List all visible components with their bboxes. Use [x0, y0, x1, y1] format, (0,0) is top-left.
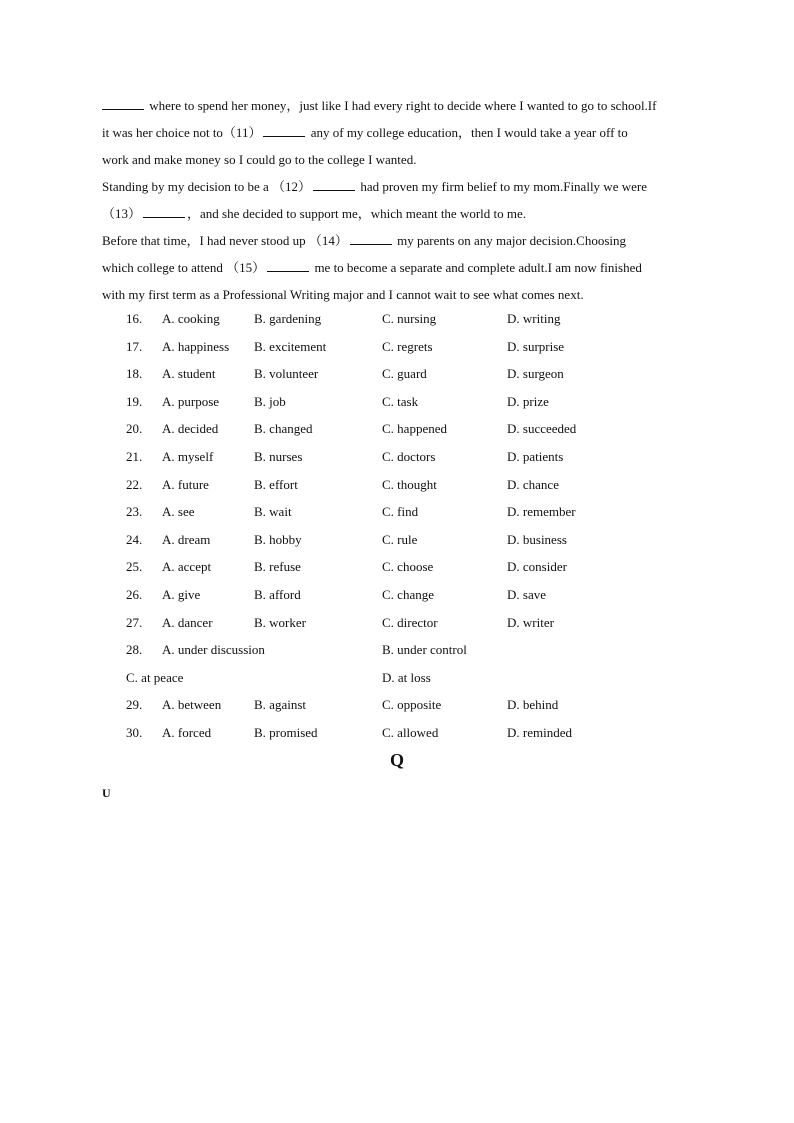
section-marker-u: U [102, 786, 111, 800]
question-row-21 [102, 443, 702, 471]
section-marker-q: Q [389, 750, 404, 770]
option-b: B. effort [254, 476, 298, 492]
option-c: C. thought [382, 476, 437, 492]
option-b: B. against [254, 697, 306, 713]
option-a: A. purpose [162, 393, 220, 409]
option-b: B. gardening [254, 311, 322, 326]
option-a: A. cooking [162, 311, 220, 326]
option-d: D. writing [507, 311, 561, 326]
option-d: D. writer [507, 614, 554, 630]
passage-text: it was her choice not to（11） [102, 125, 262, 140]
option-d: D. surgeon [507, 366, 564, 382]
option-a: A. myself [162, 448, 214, 464]
option-c: C. allowed [382, 724, 439, 740]
passage-line-4 [102, 173, 702, 200]
option-c: C. doctors [382, 448, 436, 464]
option-d: D. succeeded [507, 421, 577, 437]
option-d: D. at loss [382, 669, 431, 685]
option-b: B. promised [254, 724, 318, 740]
option-a: A. decided [162, 421, 219, 437]
question-row-26 [102, 581, 702, 609]
option-d: D. save [507, 586, 546, 602]
passage-text: ，and she decided to support me，which meant the world to me. [187, 206, 527, 221]
option-b: B. refuse [254, 559, 301, 575]
option-c: C. opposite [382, 697, 442, 713]
question-number: 18. [126, 366, 143, 382]
passage-text: where to spend her money，just like I had every right to decide where I wanted to go to school.If [146, 98, 657, 113]
option-c: C. regrets [382, 338, 433, 354]
passage-text: （13） [102, 206, 142, 221]
passage-line-3: work and make money so I could go to the college I wanted. [102, 152, 417, 167]
option-b: B. wait [254, 504, 292, 520]
question-number: 17. [126, 338, 143, 354]
option-c: C. happened [382, 421, 447, 437]
option-b: B. volunteer [254, 366, 319, 382]
question-number: 19. [126, 393, 143, 409]
option-a: A. accept [162, 559, 212, 575]
option-d: D. behind [507, 697, 559, 713]
option-a: A. dream [162, 531, 211, 547]
passage-text: me to become a separate and complete adult.I am now finished [311, 260, 642, 275]
option-c: C. find [382, 504, 419, 520]
option-d: D. chance [507, 476, 559, 492]
question-number: 23. [126, 504, 143, 520]
blank-13 [143, 205, 185, 218]
option-c: C. choose [382, 559, 434, 575]
question-row-16 [102, 305, 702, 333]
option-a: A. future [162, 476, 209, 492]
blank-10 [102, 97, 144, 110]
passage-text: had proven my firm belief to my mom.Finally we were [357, 179, 647, 194]
question-number: 29. [126, 697, 143, 713]
question-row-22 [102, 471, 702, 499]
option-d: D. business [507, 531, 567, 547]
option-b: B. hobby [254, 531, 302, 547]
option-a: A. happiness [162, 338, 230, 354]
question-row-27 [102, 609, 702, 637]
option-c: C. task [382, 393, 419, 409]
option-a: A. between [162, 697, 222, 713]
passage-line-7 [102, 254, 702, 281]
passage-text: which college to attend （15） [102, 260, 266, 275]
question-number: 21. [126, 448, 143, 464]
question-row-25 [102, 553, 702, 581]
question-row-18 [102, 360, 702, 388]
question-number: 20. [126, 421, 143, 437]
option-d: D. surprise [507, 338, 565, 354]
question-number: 27. [126, 614, 143, 630]
option-a: A. give [162, 586, 201, 602]
passage-text: Before that time，I had never stood up （14） [102, 233, 348, 248]
question-row-20 [102, 415, 702, 443]
passage-text: Standing by my decision to be a （12） [102, 179, 312, 194]
option-c: C. change [382, 586, 434, 602]
question-row-28 [102, 636, 702, 664]
question-number: 25. [126, 559, 143, 575]
question-number: 22. [126, 476, 143, 492]
option-b: B. changed [254, 421, 313, 437]
option-b: B. worker [254, 614, 306, 630]
question-number: 26. [126, 586, 143, 602]
option-a: A. forced [162, 724, 212, 740]
option-d: D. consider [507, 559, 567, 575]
question-row-23 [102, 498, 702, 526]
question-row-30 [102, 719, 702, 747]
passage-line-8: with my first term as a Professional Writing major and I cannot wait to see what comes next. [102, 287, 584, 302]
option-b: B. excitement [254, 338, 327, 354]
option-a: A. dancer [162, 614, 213, 630]
option-c: C. director [382, 614, 438, 630]
option-a: A. student [162, 366, 216, 382]
option-c: C. rule [382, 531, 418, 547]
blank-12 [313, 178, 355, 191]
passage [102, 92, 702, 308]
option-a: A. see [162, 504, 195, 520]
passage-text: my parents on any major decision.Choosing [393, 233, 627, 248]
question-number: 28. [126, 642, 143, 658]
blank-15 [267, 259, 309, 272]
question-number: 16. [126, 311, 143, 326]
option-c: C. at peace [126, 669, 184, 685]
passage-line-5 [102, 200, 702, 227]
question-row-24 [102, 526, 702, 554]
option-b: B. job [254, 393, 286, 409]
passage-text: any of my college education，then I would take a year off to [307, 125, 628, 140]
option-d: D. remember [507, 504, 576, 520]
option-b: B. under control [382, 642, 467, 658]
option-c: C. guard [382, 366, 427, 382]
passage-line-1 [102, 92, 702, 119]
blank-14 [350, 232, 392, 245]
option-b: B. afford [254, 586, 301, 602]
option-d: D. patients [507, 448, 564, 464]
option-b: B. nurses [254, 448, 303, 464]
question-row-19 [102, 388, 702, 416]
question-options [102, 305, 702, 747]
question-row-29 [102, 691, 702, 719]
question-number: 24. [126, 531, 143, 547]
option-d: D. prize [507, 393, 549, 409]
passage-line-6 [102, 227, 702, 254]
question-number: 30. [126, 724, 143, 740]
passage-line-2 [102, 119, 702, 146]
option-c: C. nursing [382, 311, 437, 326]
option-d: D. reminded [507, 724, 572, 740]
question-row-28-continued [102, 664, 702, 692]
option-a: A. under discussion [162, 642, 265, 658]
question-row-17 [102, 333, 702, 361]
blank-11 [263, 124, 305, 137]
